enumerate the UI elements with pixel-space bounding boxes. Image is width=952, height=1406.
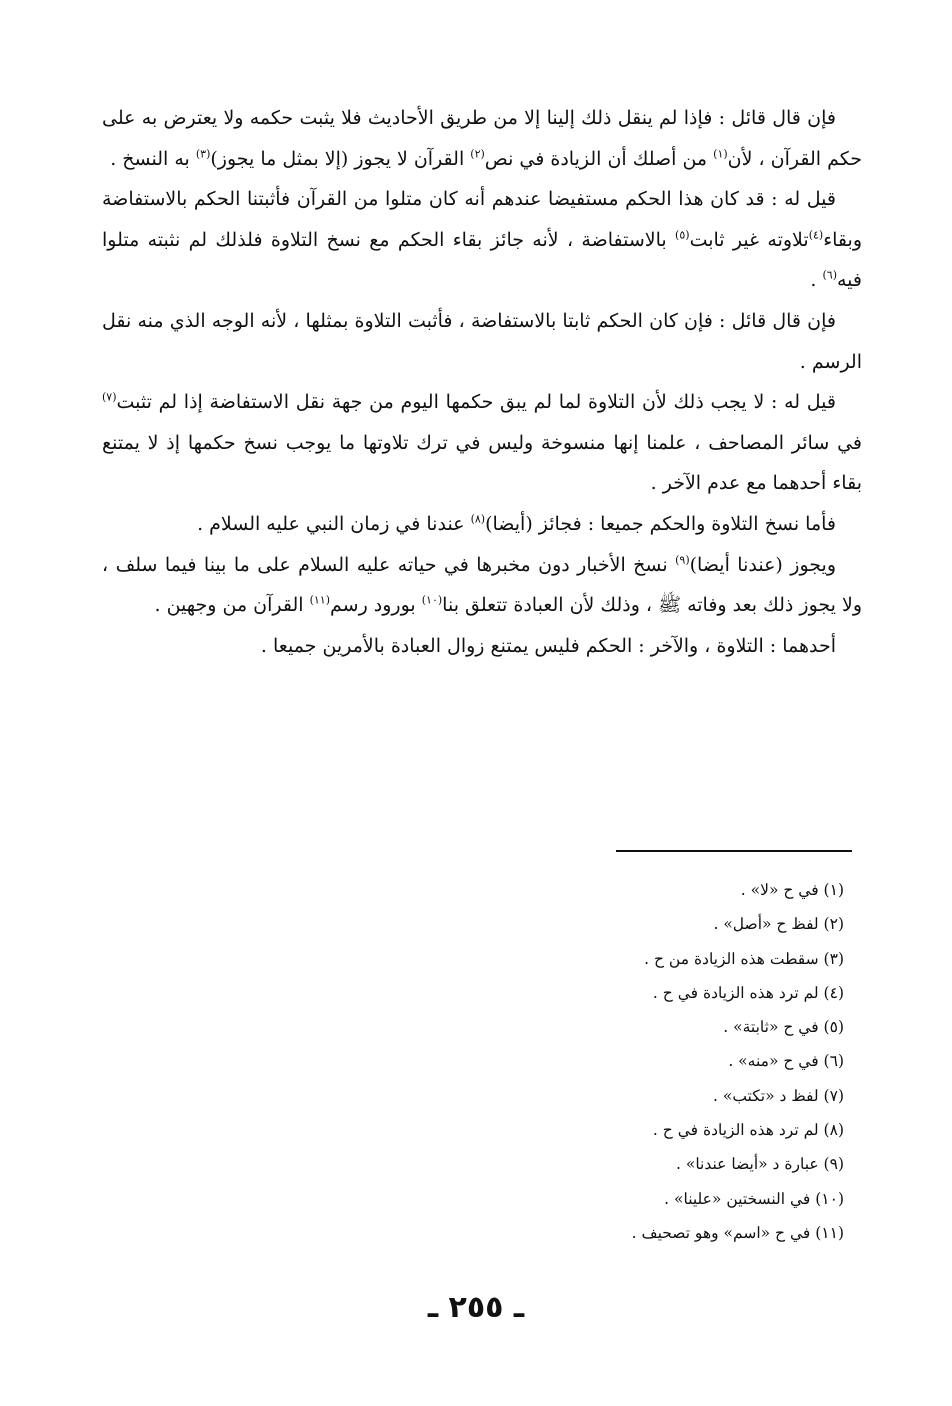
footnotes-list [424, 873, 844, 1250]
text-segment: به النسخ . [110, 147, 196, 170]
paragraph-2 [102, 179, 862, 301]
footnote-5: (٥) في ح «ثابتة» . [723, 1018, 844, 1037]
text-segment: تلاوته غير ثابت [689, 228, 809, 251]
footnote-ref-11: (١١) [309, 593, 331, 607]
text-segment: قيل له : قد كان هذا الحكم مستفيضا عندهم أنه كان متلوا من القرآن فأثبتنا الحكم بالاستفاضة وبقاء [102, 188, 863, 251]
paragraph-5 [102, 504, 862, 545]
footnote-ref-2: (٢) [470, 147, 485, 161]
paragraph-7 [102, 626, 862, 667]
text-segment: أحدهما : التلاوة ، والآخر : الحكم فليس يمتنع زوال العبادة بالأمرين جميعا . [260, 634, 836, 657]
footnote-9: (٩) عبارة د «أيضا عندنا» . [675, 1155, 844, 1174]
footnote-ref-10: (١٠) [421, 593, 443, 607]
paragraph-1 [102, 98, 862, 179]
text-segment: بورود رسم [330, 594, 422, 617]
footnote-6: (٦) في ح «منه» . [728, 1052, 844, 1071]
page-number: ـ ٢٥٥ ـ [427, 1290, 525, 1325]
footnote-2: (٢) لفظ ح «أصل» . [713, 915, 844, 934]
footnote-3: (٣) سقطت هذه الزيادة من ح . [644, 949, 844, 968]
footnote-ref-7: (٧) [102, 390, 117, 404]
footnote-8: (٨) لم ترد هذه الزيادة في ح . [652, 1121, 844, 1140]
footnote-7: (٧) لفظ د «تكتب» . [713, 1086, 844, 1105]
text-segment: القرآن لا يجوز (إلا بمثل ما يجوز) [210, 147, 471, 170]
footnote-ref-6: (٦) [822, 269, 837, 283]
text-segment: في سائر المصاحف ، علمنا إنها منسوخة وليس في ترك تلاوتها ما يوجب نسخ حكمها إذ لا يمتنع بقاء أحدهما مع عدم الآخر . [102, 431, 862, 495]
footnote-ref-8: (٨) [470, 512, 486, 526]
text-segment: ويجوز (عندنا أيضا) [689, 553, 836, 576]
text-segment: قيل له : لا يجب ذلك لأن التلاوة لما لم يبق حكمها اليوم من جهة نقل الاستفاضة إذا لم تثبت [116, 391, 836, 414]
text-segment: . [810, 269, 823, 292]
footnote-10: (١٠) في النسختين «علينا» . [664, 1189, 844, 1208]
text-segment: فإن قال قائل : فإذا لم ينقل ذلك إلينا إلا من طريق الأحاديث فلا يثبت حكمه ولا يعترض به على حكم القرآن ، لأن [102, 107, 862, 170]
footnote-ref-1: (١) [713, 147, 728, 161]
footnote-ref-4: (٤) [808, 228, 824, 242]
footnote-11: (١١) في ح «اسم» وهو تصحيف . [631, 1223, 844, 1242]
footnote-separator [616, 850, 852, 852]
paragraph-3 [102, 301, 862, 382]
paragraph-6 [102, 545, 862, 626]
text-segment: فأما نسخ التلاوة والحكم جميعا : فجائز (أيضا) [485, 512, 836, 535]
footnote-ref-3: (٣) [195, 147, 211, 161]
text-segment: القرآن من وجهين . [154, 594, 310, 617]
footnote-1: (١) في ح «لا» . [740, 881, 844, 899]
text-segment: نسخ الأخبار دون مخبرها في حياته عليه السلام على ما بينا فيما سلف ، ولا يجوز ذلك بعد وفاته ﷺ ، وذلك لأن العبادة تتعلق بنا [102, 553, 862, 617]
main-text [102, 98, 862, 666]
footnote-ref-5: (٥) [675, 228, 690, 242]
footnote-4: (٤) لم ترد هذه الزيادة في ح . [652, 983, 844, 1002]
text-segment: عندنا في زمان النبي عليه السلام . [197, 512, 471, 535]
footnote-ref-9: (٩) [675, 553, 690, 567]
text-segment: من أصلك أن الزيادة في نص [484, 147, 714, 170]
text-segment: بالاستفاضة ، لأنه جائز بقاء الحكم مع نسخ التلاوة فلذلك لم نثبته متلوا فيه [102, 228, 862, 292]
paragraph-4 [102, 382, 862, 504]
text-segment: فإن قال قائل : فإن كان الحكم ثابتا بالاستفاضة ، فأثبت التلاوة بمثلها ، لأنه الوجه الذي منه نقل الرسم . [102, 309, 862, 373]
